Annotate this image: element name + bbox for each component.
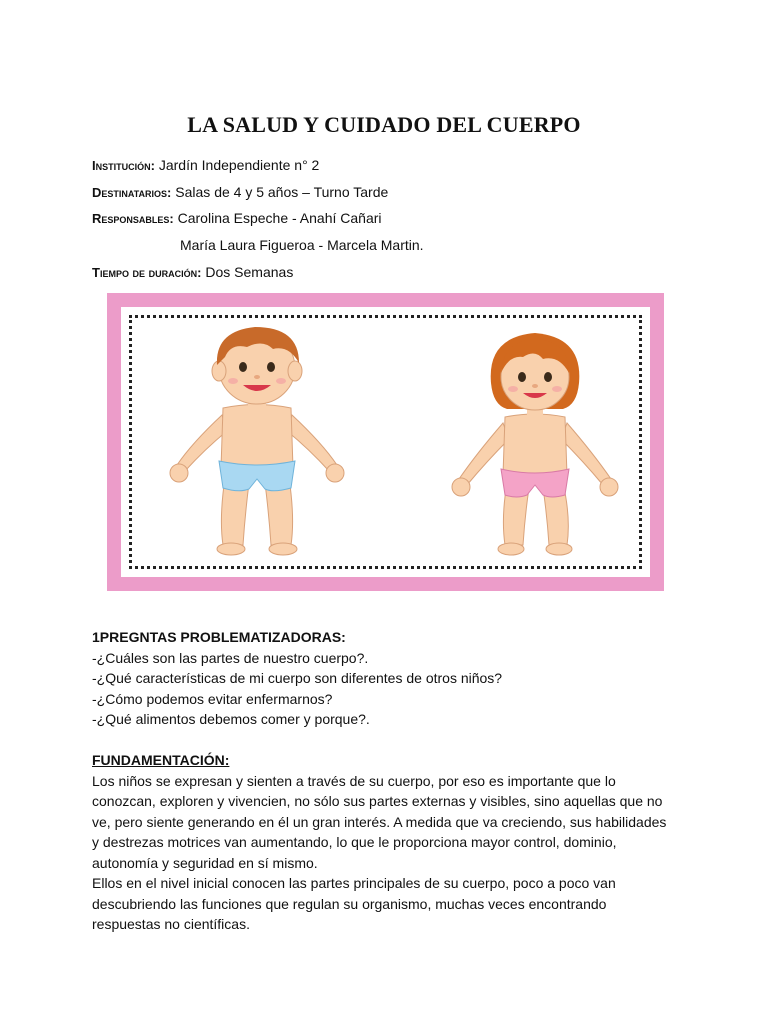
- body-illustration: [107, 293, 664, 591]
- paragraph-line: ve, pero siente generando en él un gran interés. A medida que va creciendo, sus habilidades: [92, 813, 667, 830]
- meta-value: Dos Semanas: [201, 264, 294, 280]
- questions-section: [92, 627, 692, 730]
- paragraph-line: autonomía y seguridad en sí mismo.: [92, 854, 318, 871]
- meta-label: Tiempo de duración:: [92, 265, 202, 280]
- meta-responsables-cont: [180, 237, 424, 253]
- meta-value: Salas de 4 y 5 años – Turno Tarde: [171, 184, 389, 200]
- girl-figure: [452, 333, 618, 555]
- paragraph-line: conozcan, exploren y vivencien, no sólo sus partes externas y visibles, sino aquellas que no: [92, 793, 663, 809]
- boy-figure: [170, 327, 344, 555]
- children-illustration: [107, 293, 664, 591]
- paragraph-line: Los niños se expresan y sienten a través de su cuerpo, por eso es importante que lo: [92, 772, 616, 789]
- question-item: -¿Cuáles son las partes de nuestro cuerpo?.: [92, 649, 369, 666]
- meta-institucion: [92, 157, 319, 173]
- questions-heading: 1PREGNTAS PROBLEMATIZADORAS:: [92, 629, 346, 645]
- meta-value: Carolina Espeche - Anahí Cañari: [173, 210, 382, 226]
- fundamentacion-heading: FUNDAMENTACIÓN:: [92, 752, 230, 768]
- meta-label: Responsables:: [92, 211, 174, 226]
- meta-label: Destinatarios:: [92, 185, 172, 200]
- paragraph-line: Ellos en el nivel inicial conocen las partes principales de su cuerpo, poco a poco van: [92, 875, 616, 891]
- meta-duracion: [92, 264, 293, 280]
- paragraph-line: y destrezas motrices van aumentando, lo que le proporciona mayor control, dominio,: [92, 834, 617, 850]
- paragraph-line: descubriendo las funciones que regulan su organismo, muchas veces encontrando: [92, 895, 607, 912]
- fundamentacion-section: [92, 750, 692, 935]
- meta-value: María Laura Figueroa - Marcela Martin.: [180, 237, 424, 253]
- meta-destinatarios: [92, 184, 388, 200]
- question-item: -¿Cómo podemos evitar enfermarnos?: [92, 690, 333, 707]
- meta-value: Jardín Independiente n° 2: [154, 157, 320, 173]
- document-title: LA SALUD Y CUIDADO DEL CUERPO: [187, 112, 581, 137]
- paragraph-line: respuestas no científicas.: [92, 916, 250, 932]
- question-item: -¿Qué características de mi cuerpo son diferentes de otros niños?: [92, 670, 503, 686]
- meta-label: Institución:: [92, 158, 155, 173]
- question-item: -¿Qué alimentos debemos comer y porque?.: [92, 711, 370, 727]
- meta-responsables: [92, 210, 382, 226]
